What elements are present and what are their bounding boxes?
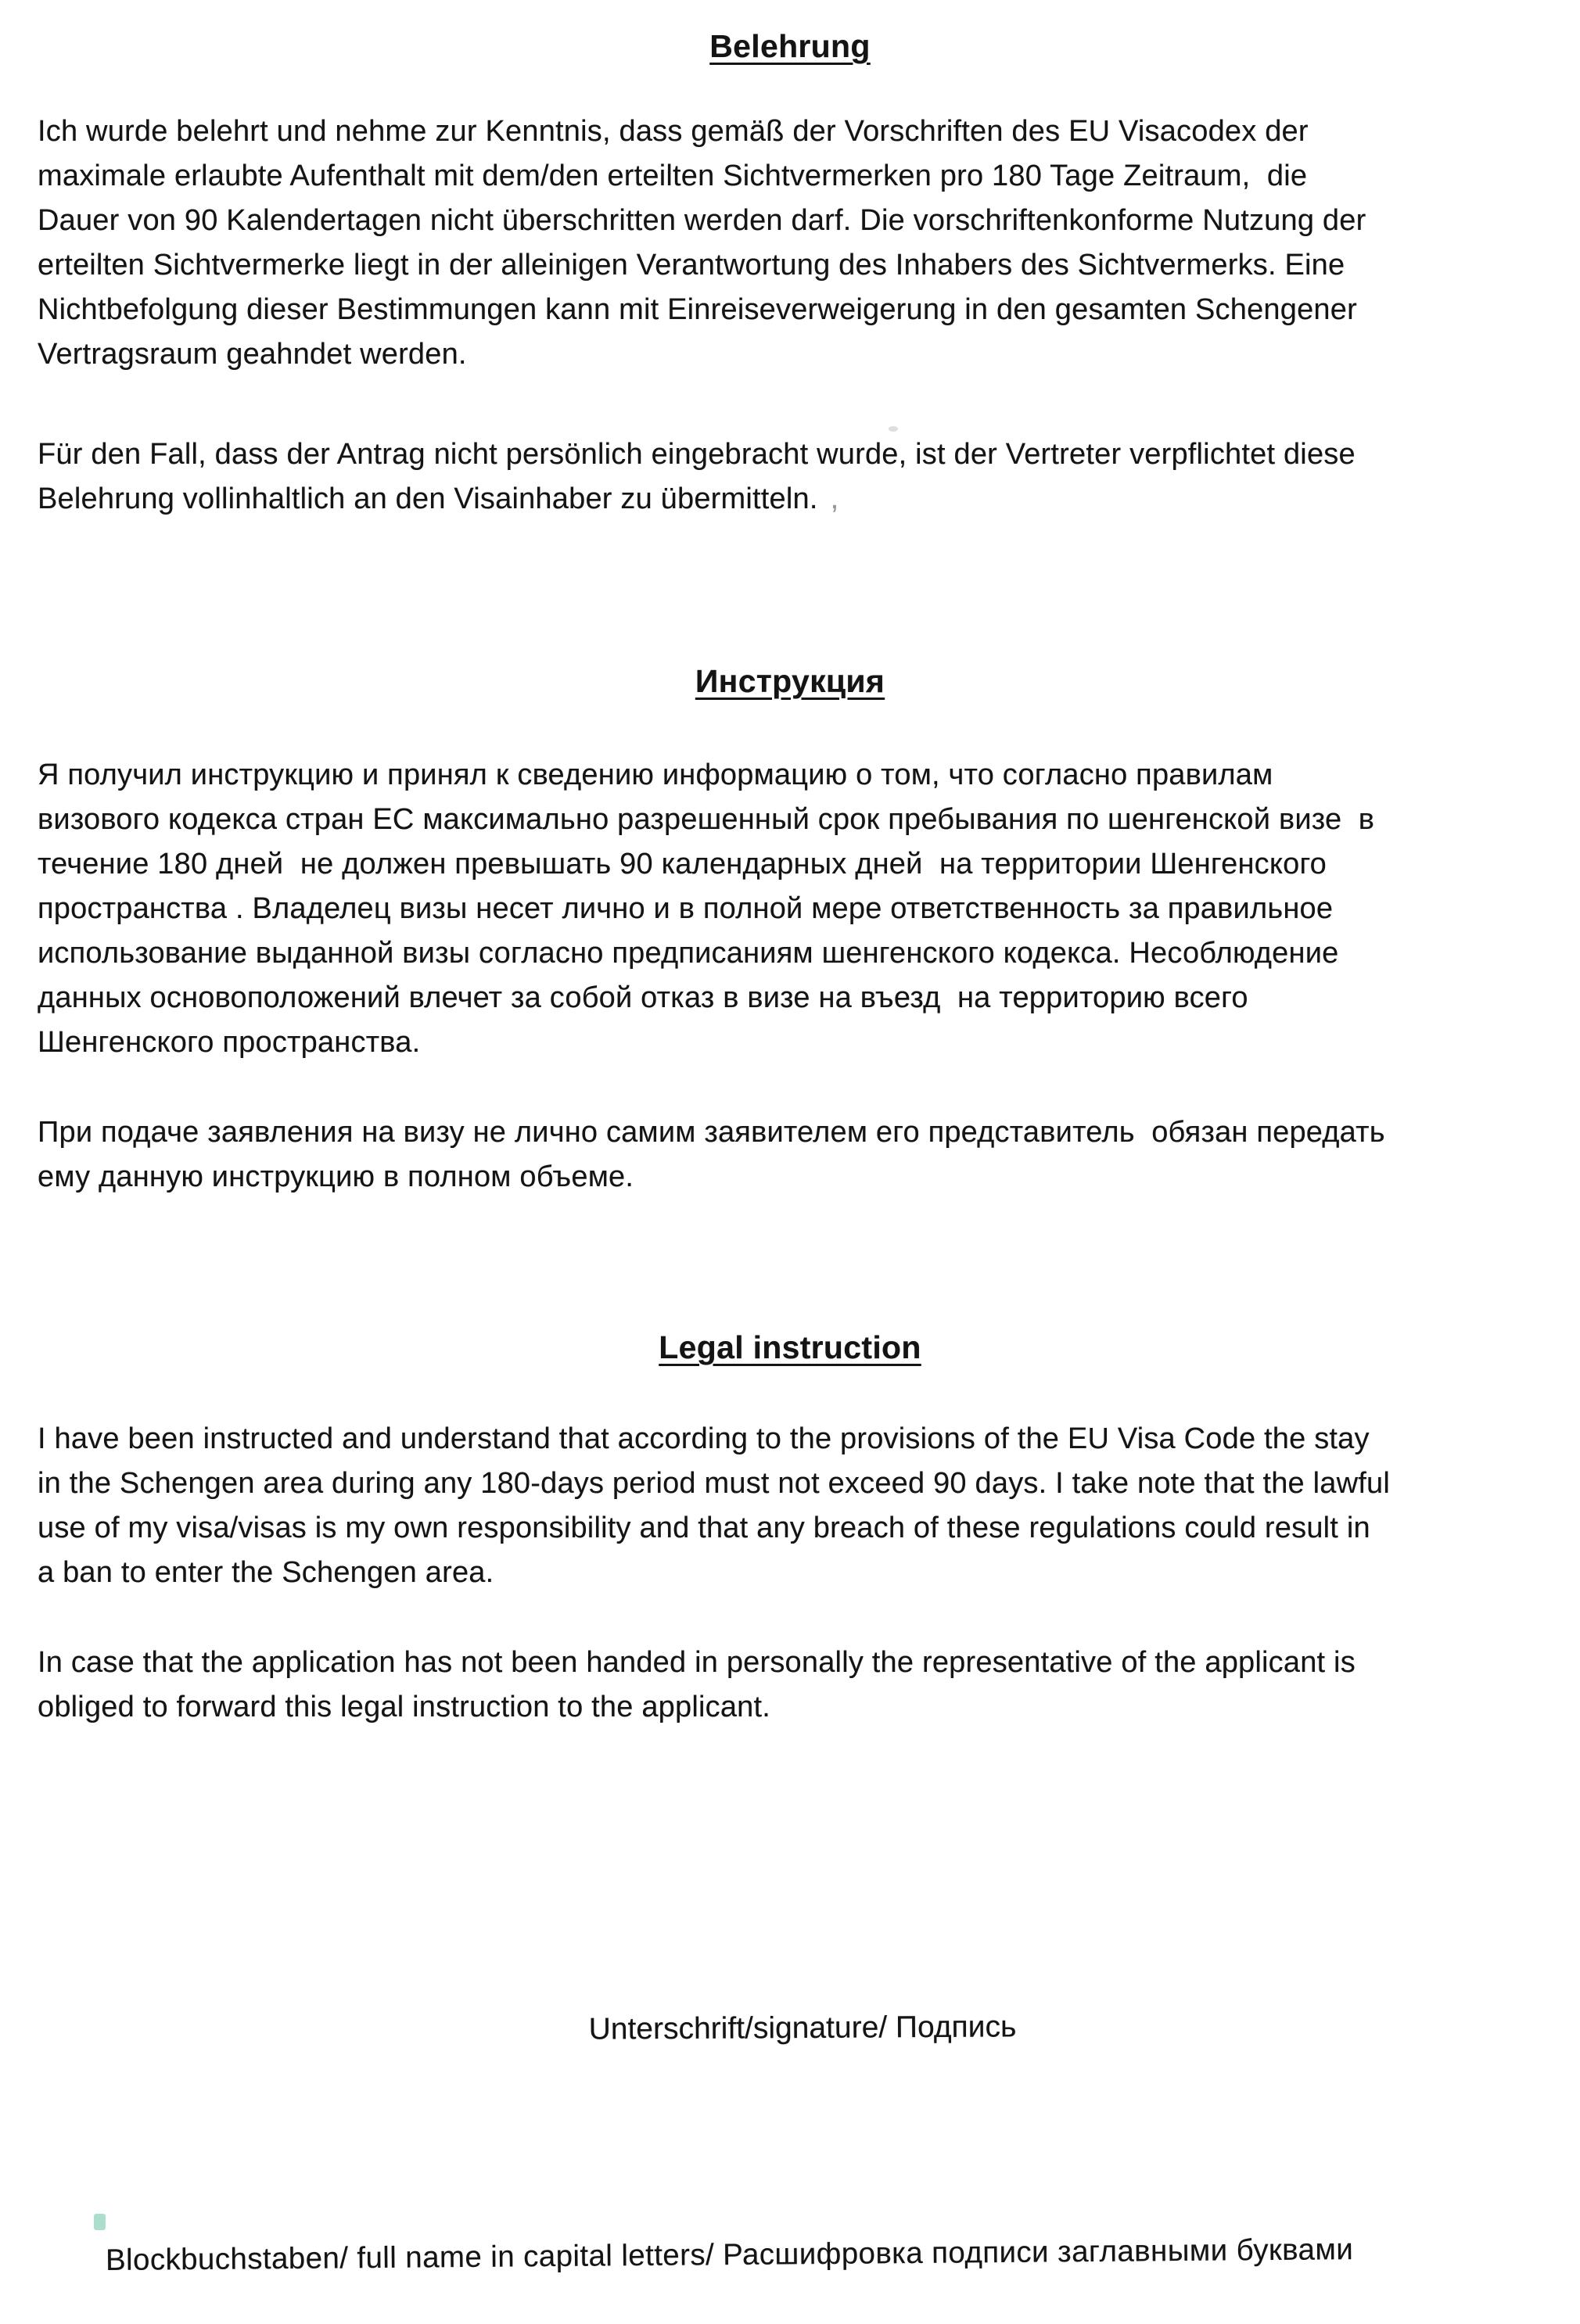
text-line: Dauer von 90 Kalendertagen nicht überschritten werden darf. Die vorschriftenkonforme Nutzung der <box>38 204 1366 237</box>
paragraph-russian-1 <box>38 753 1539 1065</box>
text-line: a ban to enter the Schengen area. <box>38 1556 494 1589</box>
text-line: erteilten Sichtvermerke liegt in der alleinigen Verantwortung des Inhabers des Sichtvermerks. Eine <box>38 249 1345 282</box>
heading-legal-instruction: Legal instruction <box>659 1329 921 1365</box>
text-line: Ich wurde belehrt und nehme zur Kenntnis, dass gemäß der Vorschriften des EU Visacodex der <box>38 115 1309 148</box>
text-line: ему данную инструкцию в полном объеме. <box>38 1160 634 1193</box>
text-line: use of my visa/visas is my own responsibility and that any breach of these regulations could result in <box>38 1512 1370 1544</box>
paragraph-german-1 <box>38 109 1539 377</box>
scan-artifact-comma: , <box>830 482 839 515</box>
paragraph-russian-2 <box>38 1110 1539 1200</box>
paragraph-german-2 <box>38 432 1539 522</box>
text-line <box>38 477 1539 522</box>
text-line: использование выданной визы согласно предписаниям шенгенского кодекса. Несоблюдение <box>38 937 1339 970</box>
block-letters-label: Blockbuchstaben/ full name in capital letters/ Расшифровка подписи заглавными буквами <box>105 2233 1354 2277</box>
heading-instrukciya: Инструкция <box>695 663 885 699</box>
text-line: I have been instructed and understand that according to the provisions of the EU Visa Code the stay <box>38 1422 1370 1455</box>
scan-artifact-gray-speck <box>889 426 898 432</box>
text-line: Я получил инструкцию и принял к сведению информацию о том, что согласно правилам <box>38 759 1273 791</box>
text-line: пространства . Владелец визы несет лично и в полной мере ответственность за правильное <box>38 892 1334 925</box>
text-line: течение 180 дней не должен превышать 90 календарных дней на территории Шенгенского <box>38 848 1327 880</box>
text-line: maximale erlaubte Aufenthalt mit dem/den erteilten Sichtvermerken pro 180 Tage Zeitraum, die <box>38 160 1308 192</box>
text-line: In case that the application has not been handed in personally the representative of the applicant is <box>38 1646 1356 1679</box>
paragraph-english-2 <box>38 1641 1539 1730</box>
text-line: Nichtbefolgung dieser Bestimmungen kann mit Einreiseverweigerung in den gesamten Schengener <box>38 293 1357 326</box>
text-line: in the Schengen area during any 180-days period must not exceed 90 days. I take note that the lawful <box>38 1467 1390 1500</box>
heading-belehrung: Belehrung <box>709 28 871 64</box>
text-line: визового кодекса стран ЕС максимально разрешенный срок пребывания по шенгенской визе в <box>38 803 1375 836</box>
text-line: obliged to forward this legal instruction to the applicant. <box>38 1691 771 1723</box>
scan-artifact-teal-speck <box>94 2214 106 2230</box>
text-line: Шенгенского пространства. <box>38 1026 421 1059</box>
text-line: Vertragsraum geahndet werden. <box>38 338 467 371</box>
text-line: Für den Fall, dass der Antrag nicht persönlich eingebracht wurde, ist der Vertreter verpflichtet diese <box>38 438 1356 471</box>
signature-label: Unterschrift/signature/ Подпись <box>588 2010 1017 2046</box>
text-segment: Belehrung vollinhaltlich an den Visainhaber zu übermitteln. <box>38 482 818 515</box>
text-line: При подаче заявления на визу не лично самим заявителем его представитель обязан передать <box>38 1116 1385 1149</box>
paragraph-english-1 <box>38 1417 1539 1595</box>
text-line: данных основоположений влечет за собой отказ в визе на въезд на территорию всего <box>38 981 1248 1014</box>
